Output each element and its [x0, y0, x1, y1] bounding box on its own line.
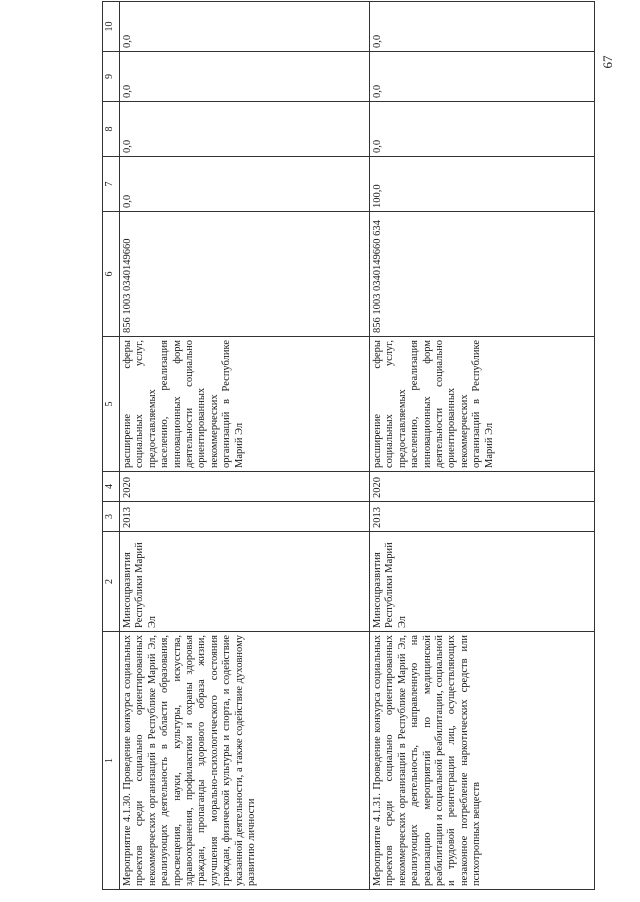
program-table [102, 1, 595, 890]
event-cell: Мероприятие 4.1.30. Проведение конкурса социальных проектов среди социально ориентированных некоммерческих организаций в Республике Марий Эл, реализующих деятельность в области образования, просвещения, науки, культуры, искусства, здравоохранения, профилактики и охраны здоровья граждан, пропаганды здорового образа жизни, улучшения морально-психологического состояния граждан, физической культуры и спорта, и содействие указанной деятельности, а также содействие духовному развитию личности [120, 632, 370, 890]
value-cell-7: 100,0 [370, 157, 595, 212]
value-cell-9: 0,0 [120, 52, 370, 102]
result-cell: расширение сферы социальных услуг, предоставляемых населению, реализация инновационных форм деятельности социально ориентированных некоммерческих организаций в Республике Марий Эл [120, 337, 370, 472]
col-header-5: 5 [103, 337, 120, 472]
event-cell: Мероприятие 4.1.31. Проведение конкурса социальных проектов среди социально ориентированных некоммерческих организаций в Республике Марий Эл, реализующих деятельность, направленную на реализацию мероприятий по медицинской реабилитации и социальной реабилитации, социальной и трудовой реинтеграции лиц, осуществляющих незаконное потребление наркотических средств или психотропных веществ [370, 632, 595, 890]
col-header-4: 4 [103, 472, 120, 502]
value-cell-10: 0,0 [120, 2, 370, 52]
end-year-cell: 2020 [120, 472, 370, 502]
value-cell-10: 0,0 [370, 2, 595, 52]
header-row [103, 2, 120, 890]
budget-code-cell: 856 1003 0340149660 634 [370, 212, 595, 337]
col-header-3: 3 [103, 502, 120, 532]
executor-cell: Минсоцразвития Республики Марий Эл [120, 532, 370, 632]
start-year-cell: 2013 [120, 502, 370, 532]
result-cell: расширение сферы социальных услуг, предоставляемых населению, реализация инновационных форм деятельности социально ориентированных некоммерческих организаций в Республике Марий Эл [370, 337, 595, 472]
col-header-7: 7 [103, 157, 120, 212]
rotated-table-page [102, 2, 596, 890]
table-row [370, 2, 595, 890]
start-year-cell: 2013 [370, 502, 595, 532]
col-header-2: 2 [103, 532, 120, 632]
col-header-6: 6 [103, 212, 120, 337]
col-header-10: 10 [103, 2, 120, 52]
page-number: 67 [600, 55, 615, 69]
col-header-8: 8 [103, 102, 120, 157]
value-cell-7: 0,0 [120, 157, 370, 212]
table-row [120, 2, 370, 890]
value-cell-9: 0,0 [370, 52, 595, 102]
value-cell-8: 0,0 [370, 102, 595, 157]
executor-cell: Минсоцразвития Республики Марий Эл [370, 532, 595, 632]
col-header-1: 1 [103, 632, 120, 890]
col-header-9: 9 [103, 52, 120, 102]
value-cell-8: 0,0 [120, 102, 370, 157]
end-year-cell: 2020 [370, 472, 595, 502]
budget-code-cell: 856 1003 0340149660 [120, 212, 370, 337]
